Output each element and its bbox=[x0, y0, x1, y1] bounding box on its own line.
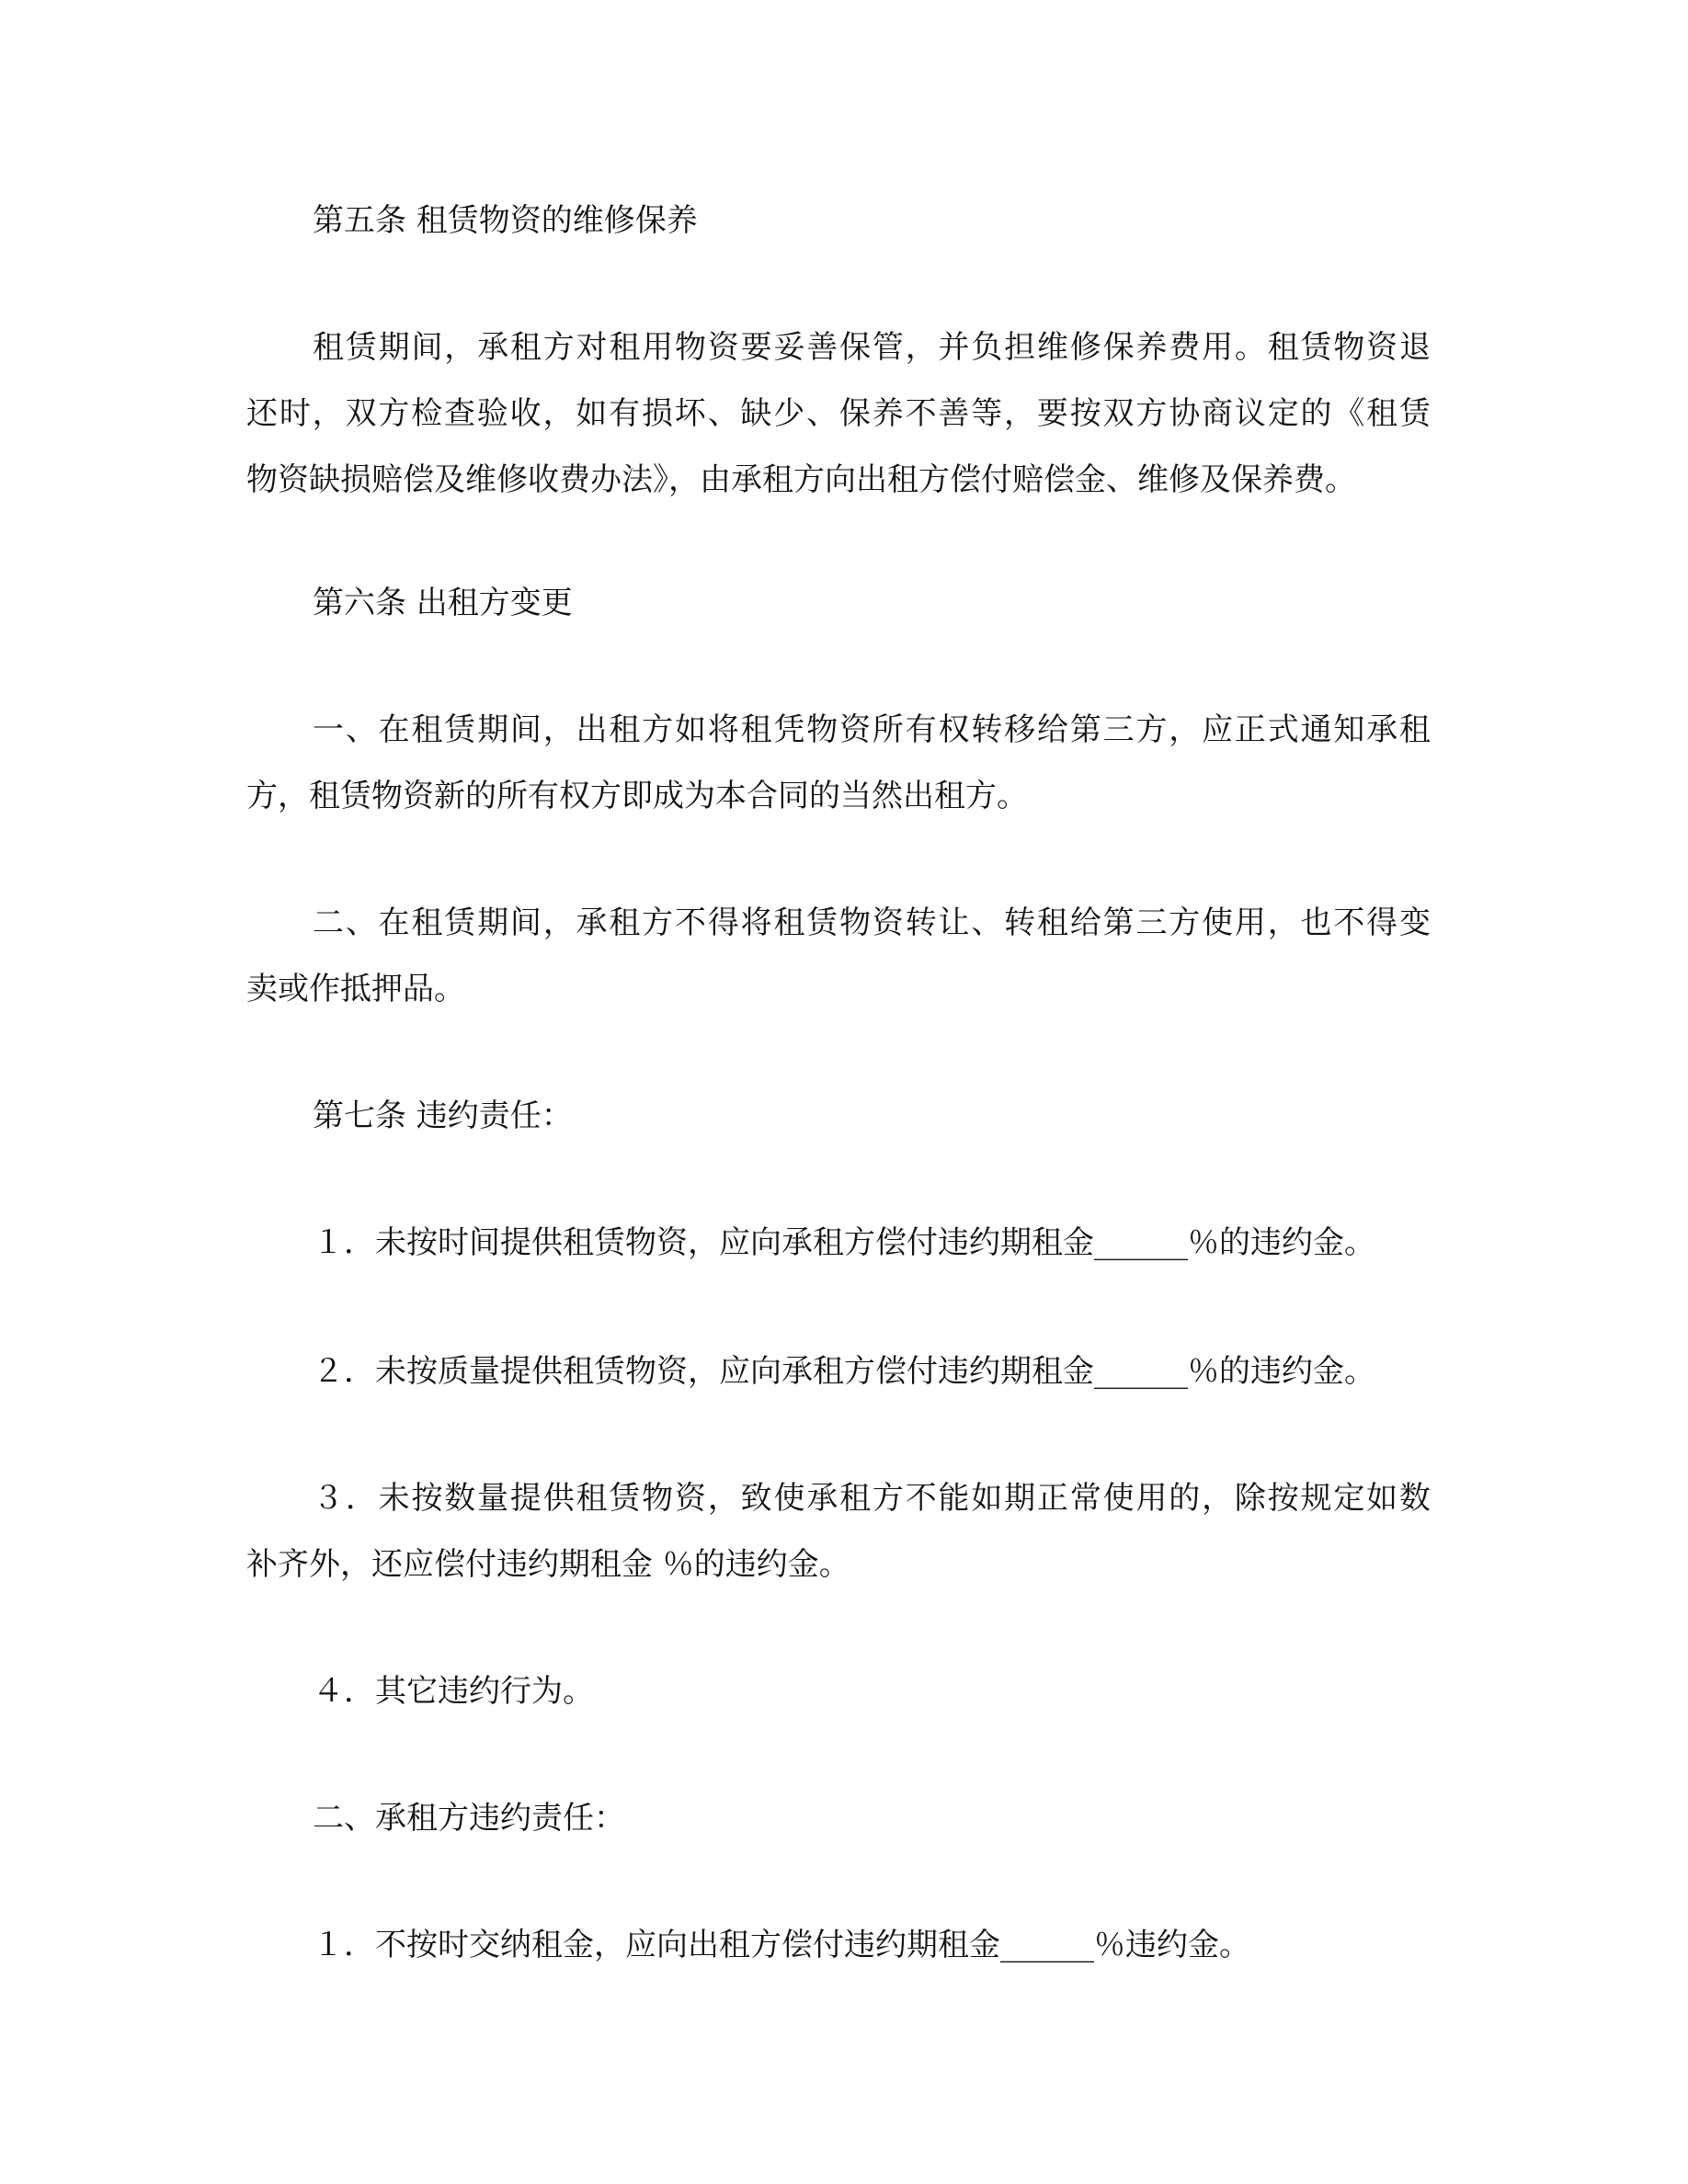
article-7-item-3-line-2: 补齐外，还应偿付违约期租金 ％的违约金。 bbox=[246, 1546, 850, 1583]
article-6-clause-2-line-2: 卖或作抵押品。 bbox=[246, 971, 465, 1007]
article-7-heading: 第七条 违约责任： bbox=[313, 1098, 573, 1134]
lessee-liability-item-1: １．不按时交纳租金，应向出租方偿付违约期租金______％违约金。 bbox=[313, 1927, 1250, 1963]
article-6-clause-1-line-1: 一、在租赁期间，出租方如将租凭物资所有权转移给第三方，应正式通知承租 bbox=[313, 711, 1431, 748]
article-7-item-1: １．未按时间提供租赁物资，应向承租方偿付违约期租金______％的违约金。 bbox=[313, 1224, 1375, 1261]
article-7-item-4: ４．其它违约行为。 bbox=[313, 1673, 594, 1710]
article-5-paragraph-line-3: 物资缺损赔偿及维修收费办法》，由承租方向出租方偿付赔偿金、维修及保养费。 bbox=[246, 461, 1356, 498]
article-7-item-2: ２．未按质量提供租赁物资，应向承租方偿付违约期租金______％的违约金。 bbox=[313, 1353, 1375, 1390]
article-6-clause-2-line-1: 二、在租赁期间，承租方不得将租赁物资转让、转租给第三方使用，也不得变 bbox=[313, 904, 1431, 941]
article-7-item-3-line-1: ３．未按数量提供租赁物资，致使承租方不能如期正常使用的，除按规定如数 bbox=[313, 1480, 1431, 1517]
article-6-clause-1-line-2: 方，租赁物资新的所有权方即成为本合同的当然出租方。 bbox=[246, 778, 1028, 814]
article-5-paragraph-line-1: 租赁期间，承租方对租用物资要妥善保管，并负担维修保养费用。租赁物资退 bbox=[313, 329, 1431, 366]
article-5-paragraph-line-2: 还时，双方检查验收，如有损坏、缺少、保养不善等，要按双方协商议定的《租赁 bbox=[246, 395, 1431, 432]
lessee-liability-heading: 二、承租方违约责任： bbox=[313, 1800, 625, 1837]
article-6-heading: 第六条 出租方变更 bbox=[313, 585, 573, 621]
article-5-heading: 第五条 租赁物资的维修保养 bbox=[313, 202, 698, 239]
